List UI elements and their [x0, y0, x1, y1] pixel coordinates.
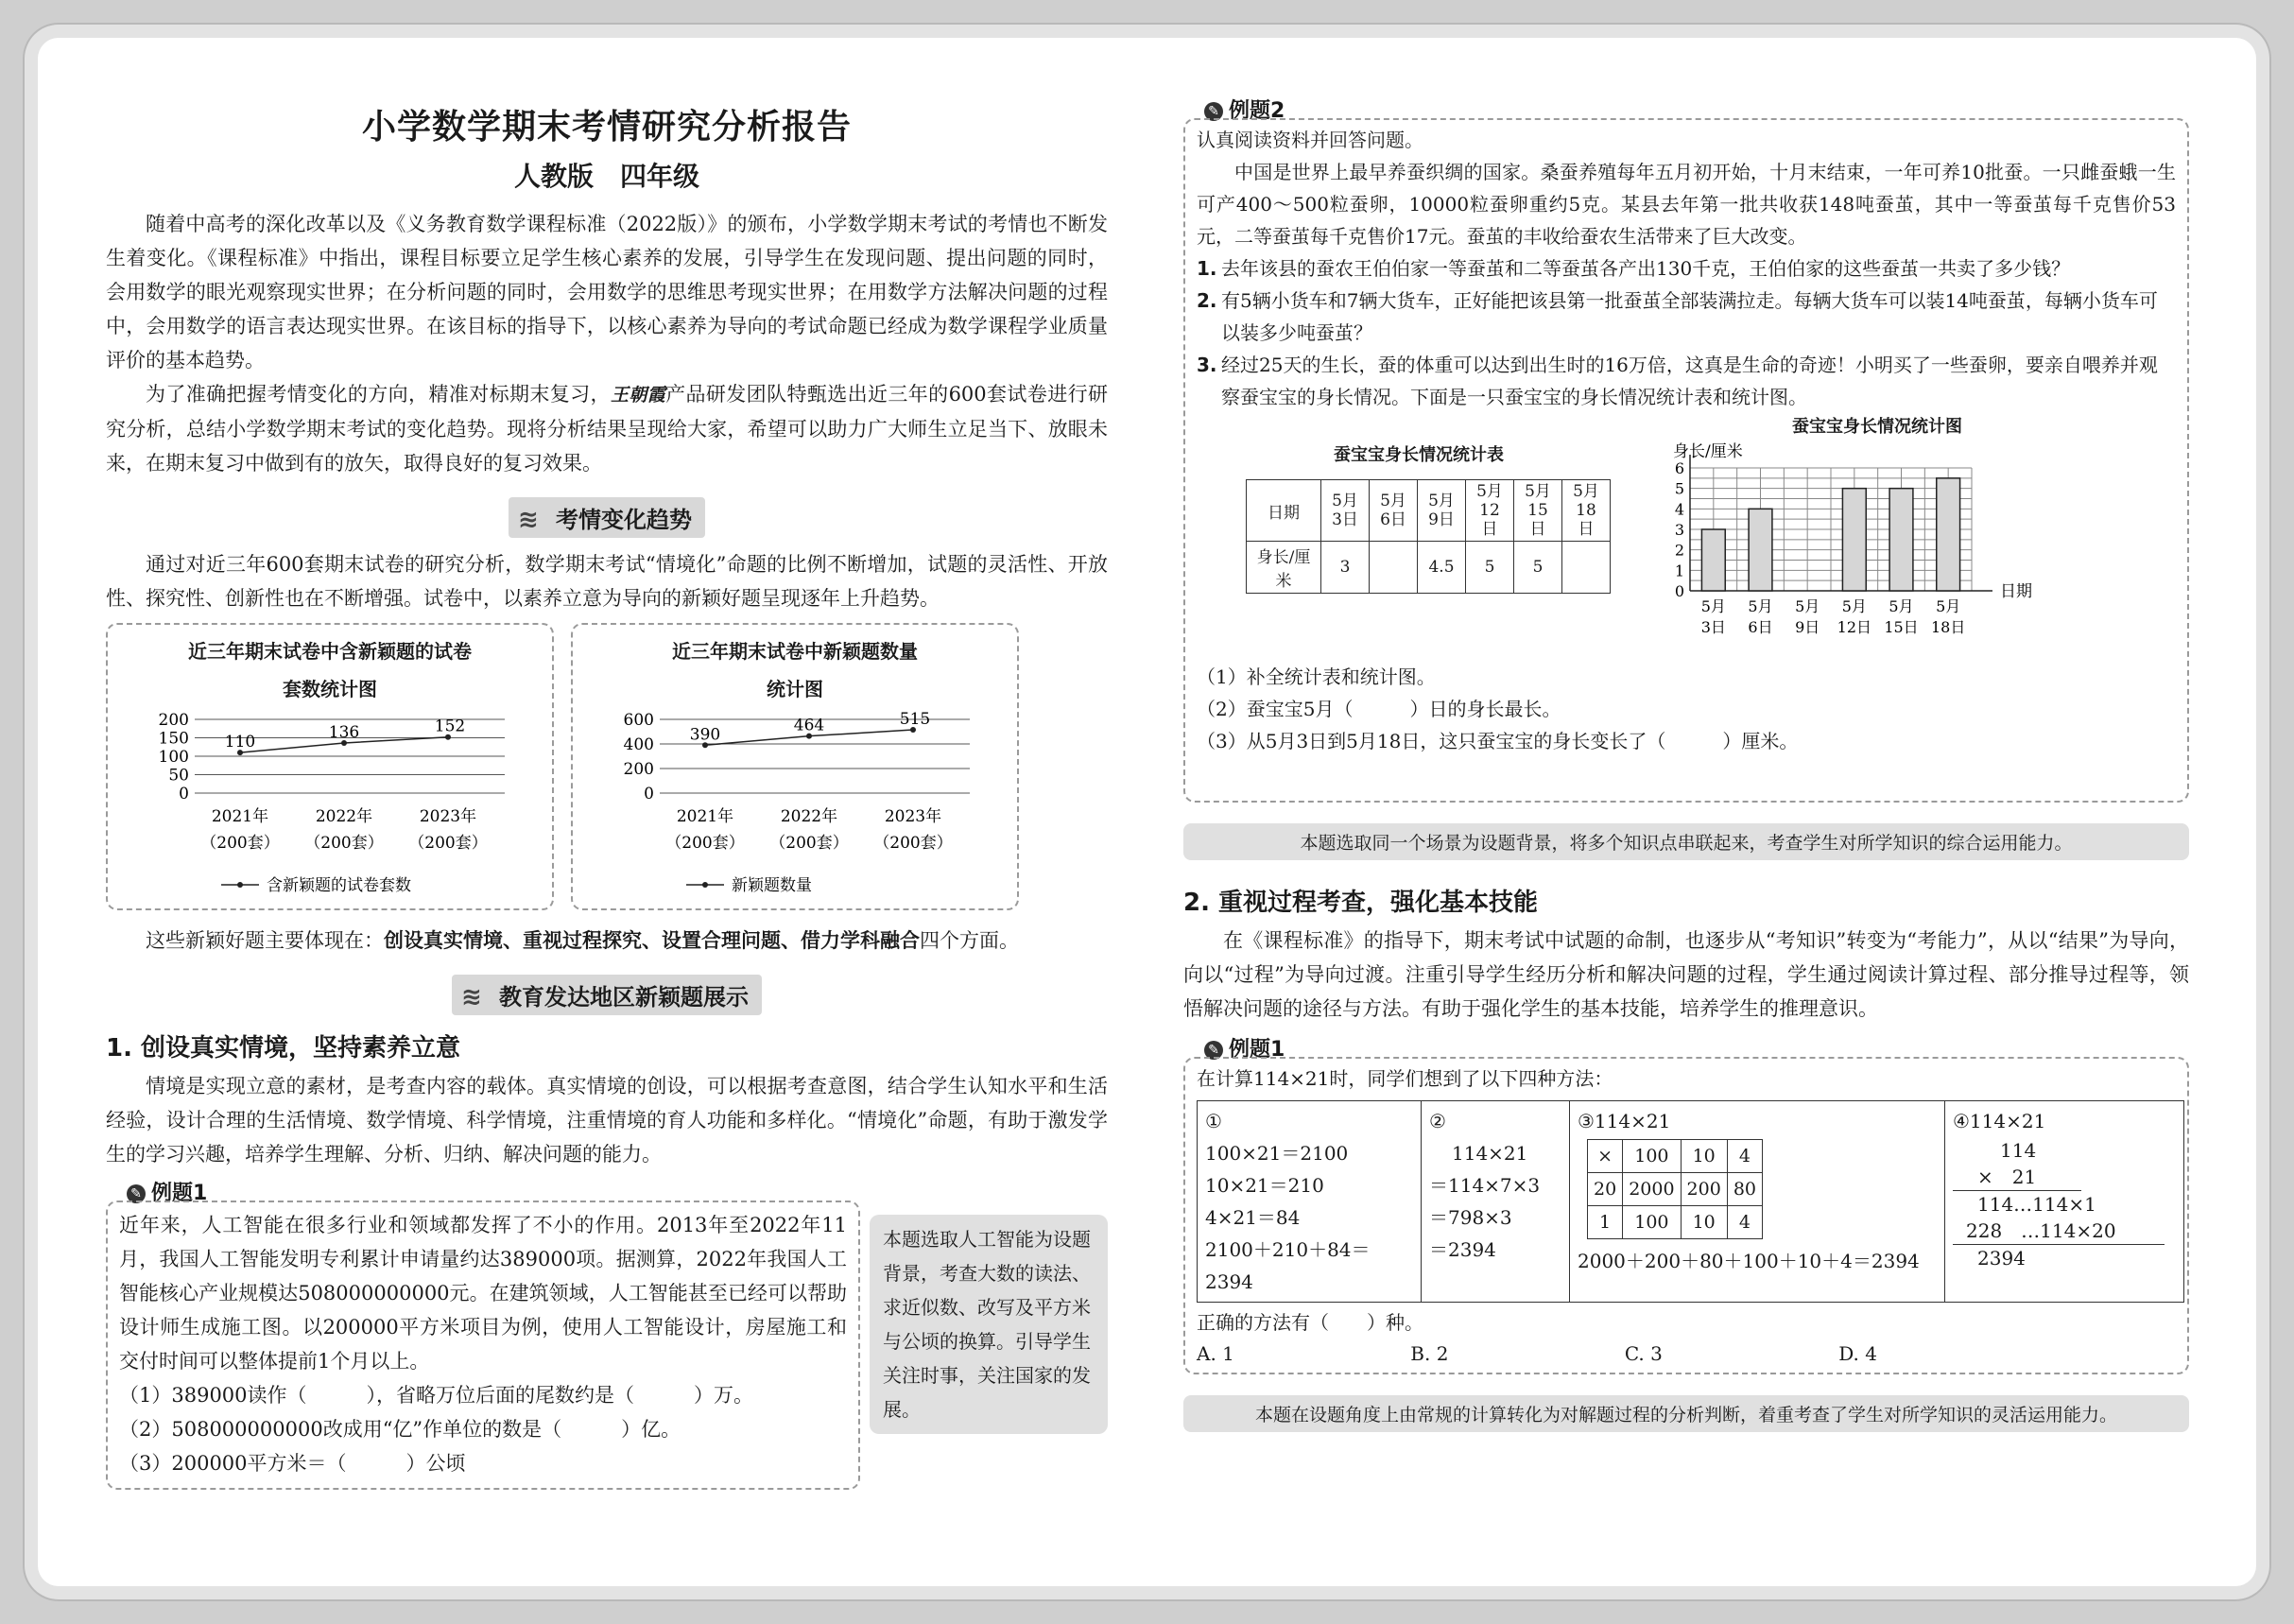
y-tick-label: 50 — [168, 766, 189, 786]
legend-label: 含新颖题的试卷套数 — [267, 876, 411, 895]
example-icon: ✎ — [1204, 1041, 1223, 1060]
intro-paragraph-2 — [106, 377, 1108, 480]
x-tick-label-day: 9日 — [1795, 618, 1820, 636]
example-3-note: 本题在设题角度上由常规的计算转化为对解题过程的分析判断，着重考查了学生对所学知识的灵活运用能力。 — [1183, 1395, 2189, 1432]
example-2-q3 — [1197, 349, 2176, 413]
right-column — [1183, 95, 2189, 1432]
method-3-grid-cell: 4 — [1727, 1140, 1762, 1173]
method-3-grid-cell: 80 — [1727, 1173, 1762, 1206]
method-3 — [1570, 1101, 1945, 1303]
y-tick-label: 1 — [1674, 561, 1684, 580]
page-title: 小学数学期末考情研究分析报告 — [361, 108, 852, 147]
bar — [1889, 489, 1913, 591]
chart-2-title-line1: 近三年期末试卷中新颖题数量 — [672, 640, 918, 663]
bar — [1701, 529, 1725, 591]
section-2-title: 2. 重视过程考查，强化基本技能 — [1183, 889, 1539, 917]
y-tick-label: 600 — [623, 711, 654, 730]
option-c: C. 3 — [1624, 1342, 1663, 1365]
chart-2-plot — [573, 625, 1017, 908]
silkworm-stats — [1197, 413, 2176, 661]
method-4-line: 114…114×1 — [1977, 1193, 2096, 1216]
x-tick-label-month: 5月 — [1700, 597, 1726, 615]
method-1-line: 10×21＝210 — [1205, 1174, 1324, 1197]
showcase-heading-text: 教育发达地区新颖题展示 — [499, 984, 749, 1011]
x-axis-label: 日期 — [2000, 582, 2032, 601]
x-tick-label: 2021年 — [211, 807, 269, 826]
x-tick-label-day: 18日 — [1930, 618, 1966, 636]
y-tick-label: 0 — [179, 785, 189, 803]
silkworm-chart — [1660, 413, 2199, 661]
example-2-q2 — [1197, 285, 2176, 349]
legend-marker — [702, 882, 708, 888]
x-tick-label: 2023年 — [884, 807, 942, 826]
x-tick-note: （200套） — [408, 834, 488, 853]
q3-text: 经过25天的生长，蚕的体重可以达到出生时的16万倍，这真是生命的奇迹！小明买了一些蚕卵，要亲自喂养并观察蚕宝宝的身长情况。下面是一只蚕宝宝的身长情况统计表和统计图。 — [1221, 354, 2158, 408]
q2-number: 2. — [1197, 289, 1217, 312]
x-tick-note: （200套） — [200, 834, 280, 853]
y-tick-label: 6 — [1674, 459, 1684, 477]
example-2-box — [1183, 118, 2189, 803]
method-1-line: ① — [1205, 1110, 1222, 1132]
option-b: B. 2 — [1410, 1342, 1449, 1365]
q1-text: 去年该县的蚕农王伯伯家一等蚕茧和二等蚕茧各产出130千克，王伯伯家的这些蚕茧一共卖了多少钱？ — [1221, 257, 2071, 280]
x-tick-label-month: 5月 — [1748, 597, 1773, 615]
table-length-cell: 3 — [1321, 542, 1370, 594]
method-2-line: ＝114×7×3 — [1429, 1174, 1541, 1197]
y-tick-label: 2 — [1674, 541, 1684, 560]
example-2-reading: 中国是世界上最早养蚕织绸的国家。桑蚕养殖每年五月初开始，十月末结束，一年可养10批蚕。一只雌蚕蛾一生可产400～500粒蚕卵，10000粒蚕卵重约5克。某县去年第一批共收获148吨蚕茧，其中一等蚕茧每千克售价53元，二等蚕茧每千克售价17元。蚕茧的丰收给蚕农生活带来了巨大改变。 — [1197, 161, 2176, 248]
y-tick-label: 200 — [158, 711, 189, 730]
example-1-q2: （2）508000000000改成用“亿”作单位的数是（ ）亿。 — [119, 1418, 681, 1441]
example-1-q3: （3）200000平方米＝（ ）公顷 — [119, 1452, 466, 1475]
section-1-text: 情境是实现立意的素材，是考查内容的载体。真实情境的创设，可以根据考查意图，结合学生认知水平和生活经验，设计合理的生活情境、数学情境、科学情境，注重情境的育人功能和多样化。“情境化”命题，有助于激发学生的学习兴趣，培养学生理解、分析、归纳、解决问题的能力。 — [106, 1075, 1108, 1166]
y-tick-label: 400 — [623, 735, 654, 754]
silkworm-chart-block — [1660, 413, 2199, 661]
method-3-title: ③114×21 — [1578, 1110, 1671, 1132]
method-1-line: 100×21＝2100 — [1205, 1142, 1349, 1165]
table-date-cell: 5月12日 — [1466, 480, 1514, 542]
example-1-q1: （1）389000读作（ ），省略万位后面的尾数约是（ ）万。 — [119, 1384, 754, 1407]
example-1-box — [106, 1201, 860, 1490]
method-3-grid-cell: 100 — [1623, 1206, 1681, 1239]
example-2-label-text: 例题2 — [1229, 99, 1285, 123]
method-2-line: 114×21 — [1452, 1142, 1528, 1165]
method-3-grid-cell: × — [1588, 1140, 1623, 1173]
trend-heading-text: 考情变化趋势 — [556, 507, 692, 533]
y-tick-label: 0 — [1674, 582, 1684, 600]
example-1-note: 本题选取人工智能为设题背景，考查大数的读法、求近似数、改写及平方米与公顷的换算。引导学生关注时事，关注国家的发展。 — [870, 1215, 1108, 1434]
method-1-line: 4×21＝84 — [1205, 1206, 1301, 1229]
y-tick-label: 100 — [158, 748, 189, 767]
example-3-box — [1183, 1057, 2189, 1374]
method-3-grid-cell: 1 — [1588, 1206, 1623, 1239]
example-3-question: 正确的方法有（ ）种。 — [1197, 1311, 1423, 1334]
table-date-cell: 5月18日 — [1562, 480, 1611, 542]
example-2-intro: 认真阅读资料并回答问题。 — [1197, 129, 1423, 151]
table-length-cell: 5 — [1514, 542, 1562, 594]
method-3-grid-cell: 20 — [1588, 1173, 1623, 1206]
table-length-cell: 4.5 — [1418, 542, 1466, 594]
example-1-label-text: 例题1 — [151, 1182, 208, 1205]
data-label: 136 — [328, 722, 360, 742]
x-tick-label: 2022年 — [780, 807, 838, 826]
data-label: 464 — [793, 716, 825, 735]
intro-paragraph-1: 随着中高考的深化改革以及《义务教育数学课程标准（2022版）》的颁布，小学数学期末考试的考情也不断发生着变化。《课程标准》中指出，课程目标要立足学生核心素养的发展，引导学生在发现问题、提出问题的同时，会用数学的眼光观察现实世界；在分析问题的同时，会用数学的思维思考现实世界；在用数学方法解决问题的过程中，会用数学的语言表达现实世界。在该目标的指导下，以核心素养为导向的考试命题已经成为数学课程学业质量评价的基本趋势。 — [106, 213, 1108, 371]
y-tick-label: 4 — [1674, 500, 1684, 519]
summary-bold: 创设真实情境、重视过程探究、设置合理问题、借力学科融合 — [384, 929, 920, 952]
method-4-line: 228 …114×20 — [1953, 1218, 2165, 1245]
bar — [1842, 489, 1866, 591]
silkworm-table — [1246, 479, 1611, 594]
method-3-grid-cell: 100 — [1623, 1140, 1681, 1173]
example-icon: ✎ — [1204, 102, 1223, 121]
method-3-grid-cell: 4 — [1727, 1206, 1762, 1239]
q2-text: 有5辆小货车和7辆大货车，正好能把该县第一批蚕茧全部装满拉走。每辆大货车可以装14吨蚕茧，每辆小货车可以装多少吨蚕茧？ — [1221, 289, 2158, 344]
example-3-label-text: 例题1 — [1229, 1038, 1285, 1062]
x-tick-label-day: 12日 — [1837, 618, 1872, 636]
table-length-cell: 5 — [1466, 542, 1514, 594]
method-4 — [1945, 1101, 2184, 1303]
table-length-header: 身长/厘米 — [1247, 542, 1321, 594]
q3-number: 3. — [1197, 354, 1217, 376]
x-tick-note: （200套） — [665, 834, 745, 853]
x-tick-label-month: 5月 — [1795, 597, 1820, 615]
data-label: 152 — [434, 717, 466, 736]
option-a: A. 1 — [1197, 1342, 1234, 1365]
intro-p2-part-a: 为了准确把握考情变化的方向，精准对标期末复习， — [146, 383, 611, 406]
x-tick-label: 2022年 — [315, 807, 373, 826]
intro-p2-part-b: 产品研发团队特甄选出近三年的600套试卷进行研究分析，总结小学数学期末考试的变化趋势。现将分析结果呈现给大家，希望可以助力广大师生立足当下、放眼未来，在期末复习中做到有的放矢，取得良好的复习效果。 — [106, 383, 1108, 475]
x-tick-label-month: 5月 — [1936, 597, 1961, 615]
y-tick-label: 150 — [158, 729, 189, 749]
x-tick-note: （200套） — [873, 834, 953, 853]
example-2-sub2: （2）蚕宝宝5月（ ）日的身长最长。 — [1197, 698, 1561, 720]
y-tick-label: 200 — [623, 760, 654, 779]
method-3-grid — [1587, 1139, 1763, 1239]
trend-heading — [509, 497, 705, 538]
method-1-line: 2100＋210＋84＝2394 — [1205, 1238, 1371, 1293]
summary-part-a: 这些新颖好题主要体现在： — [146, 929, 384, 952]
method-4-line: 2394 — [1977, 1247, 2026, 1270]
silkworm-table-block — [1197, 441, 1641, 594]
wave-icon: ≋ — [518, 506, 539, 534]
x-tick-label-day: 6日 — [1748, 618, 1773, 636]
left-column — [106, 95, 1108, 1490]
section-1-title: 1. 创设真实情境，坚持素养立意 — [106, 1034, 461, 1063]
chart-2-title-line2: 统计图 — [767, 678, 823, 700]
x-tick-label-month: 5月 — [1841, 597, 1867, 615]
table-date-cell: 5月9日 — [1418, 480, 1466, 542]
answer-options — [1197, 1342, 1877, 1365]
chart-1-title-line1: 近三年期末试卷中含新颖题的试卷 — [188, 640, 472, 663]
table-length-cell — [1370, 542, 1418, 594]
example-3-intro: 在计算114×21时，同学们想到了以下四种方法： — [1197, 1067, 1613, 1090]
q1-number: 1. — [1197, 257, 1217, 280]
chart-1-plot — [108, 625, 552, 908]
method-2-line: ＝798×3 — [1429, 1206, 1512, 1229]
example-1-area — [106, 1177, 1108, 1490]
x-tick-note: （200套） — [304, 834, 384, 853]
silkworm-chart-title: 蚕宝宝身长情况统计图 — [1792, 417, 1962, 437]
y-tick-label: 0 — [644, 785, 654, 803]
example-icon: ✎ — [127, 1184, 146, 1203]
x-tick-label-month: 5月 — [1889, 597, 1914, 615]
x-tick-note: （200套） — [769, 834, 849, 853]
bar — [1749, 509, 1772, 591]
silkworm-table-title: 蚕宝宝身长情况统计表 — [1334, 445, 1504, 465]
example-2-sub3: （3）从5月3日到5月18日，这只蚕宝宝的身长变长了（ ）厘米。 — [1197, 730, 1799, 752]
table-date-cell: 5月3日 — [1321, 480, 1370, 542]
y-tick-label: 5 — [1674, 479, 1684, 498]
method-3-grid-cell: 2000 — [1623, 1173, 1681, 1206]
method-3-grid-cell: 10 — [1681, 1206, 1727, 1239]
legend-label: 新颖题数量 — [732, 876, 812, 895]
method-2-line: ＝2394 — [1429, 1238, 1496, 1261]
y-axis-label: 身长/厘米 — [1673, 442, 1743, 461]
method-2 — [1422, 1101, 1570, 1303]
data-label: 110 — [224, 733, 256, 752]
bar — [1937, 478, 1960, 591]
chart-questions — [571, 623, 1019, 910]
section-2-text: 在《课程标准》的指导下，期末考试中试题的命制，也逐步从“考知识”转变为“考能力”，从以“结果”为导向，向以“过程”为导向过渡。注重引导学生经历分析和解决问题的过程，学生通过阅读计算过程、部分推导过程等，领悟解决问题的途径与方法。有助于强化学生的基本技能，培养学生的推理意识。 — [1183, 929, 2189, 1020]
summary-part-b: 四个方面。 — [920, 929, 1019, 952]
table-date-cell: 5月15日 — [1514, 480, 1562, 542]
option-d: D. 4 — [1838, 1342, 1877, 1365]
method-1 — [1198, 1101, 1422, 1303]
example-2-q1 — [1197, 252, 2176, 285]
example-2-sub1: （1）补全统计表和统计图。 — [1197, 665, 1436, 688]
chart-papers — [106, 623, 554, 910]
showcase-heading — [452, 975, 762, 1015]
brand-logo: 王朝霞 — [610, 385, 666, 406]
trend-paragraph: 通过对近三年600套期末试卷的研究分析，数学期末考试“情境化”命题的比例不断增加，试题的灵活性、开放性、探究性、创新性也在不断增强。试卷中，以素养立意为导向的新颖好题呈现逐年上升趋势。 — [106, 553, 1108, 610]
method-2-line: ② — [1429, 1110, 1446, 1132]
method-4-line: ④114×21 — [1953, 1110, 2046, 1132]
method-4-line: 114 — [2000, 1139, 2037, 1162]
legend-marker — [237, 882, 243, 888]
method-3-grid-cell: 10 — [1681, 1140, 1727, 1173]
trend-summary — [106, 924, 1108, 958]
example-2-note: 本题选取同一个场景为设题背景，将多个知识点串联起来，考查学生对所学知识的综合运用能力。 — [1183, 823, 2189, 860]
x-tick-label: 2021年 — [676, 807, 734, 826]
x-tick-label-day: 3日 — [1700, 618, 1726, 636]
y-tick-label: 3 — [1674, 521, 1684, 539]
method-4-line: × 21 — [1953, 1164, 2081, 1191]
wave-icon: ≋ — [461, 983, 482, 1011]
data-label: 515 — [899, 710, 931, 730]
table-length-cell — [1562, 542, 1611, 594]
method-3-sum: 2000＋200＋80＋100＋10＋4＝2394 — [1578, 1250, 1920, 1272]
x-tick-label: 2023年 — [419, 807, 477, 826]
table-date-cell: 5月6日 — [1370, 480, 1418, 542]
methods-table — [1197, 1100, 2184, 1303]
method-3-grid-cell: 200 — [1681, 1173, 1727, 1206]
x-tick-label-day: 15日 — [1884, 618, 1919, 636]
data-label: 390 — [689, 725, 721, 745]
page-subtitle: 人教版 四年级 — [513, 161, 699, 192]
chart-1-title-line2: 套数统计图 — [283, 678, 377, 700]
table-date-header: 日期 — [1247, 480, 1321, 542]
example-1-text: 近年来，人工智能在很多行业和领域都发挥了不小的作用。2013年至2022年11月，我国人工智能发明专利累计申请量约达389000项。据测算，2022年我国人工智能核心产业规模达508000000000元。在建筑领域，人工智能甚至已经可以帮助设计师生成施工图。以200000平方米项目为例，使用人工智能设计，房屋施工和交付时间可以整体提前1个月以上。 — [119, 1214, 847, 1373]
trend-charts — [106, 623, 1108, 910]
